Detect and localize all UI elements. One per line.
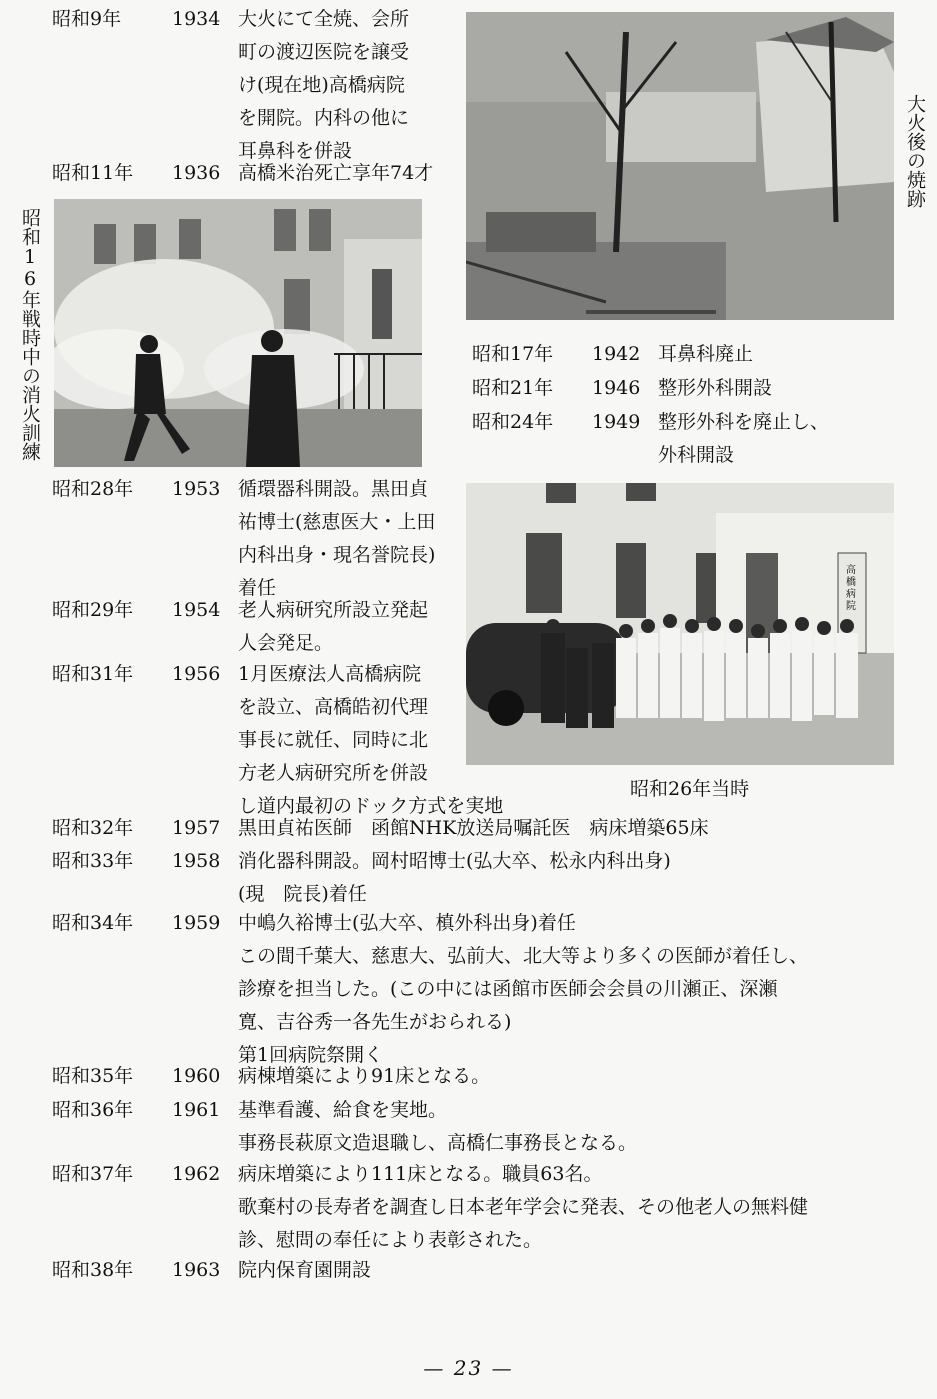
- entry-text: 高橋米治死亡享年74才: [238, 162, 434, 184]
- fire-drill-caption: 昭和16年戦時中の消火訓練: [19, 208, 41, 461]
- fire-ruins-caption: 大火後の焼跡: [904, 94, 926, 208]
- year-label: 1954: [172, 599, 221, 621]
- year-label: 1959: [172, 912, 221, 934]
- era-label: 昭和33年: [52, 850, 134, 872]
- entry-text: 耳鼻科廃止: [658, 343, 754, 365]
- page-number: — 23 —: [423, 1356, 514, 1380]
- entry-text: 循環器科開設。黒田貞 祐博士(慈恵医大・上田 内科出身・現名誉院長) 着任: [238, 478, 436, 599]
- entry-text: 中嶋久裕博士(弘大卒、槙外科出身)着任 この間千葉大、慈恵大、弘前大、北大等より多くの医師が着任し、 診療を担当した。(この中には函館市医師会会員の川瀬正、深瀬 寛、吉谷秀一各先生がおられる) 第1回病院祭開く: [238, 912, 809, 1066]
- year-label: 1960: [172, 1065, 221, 1087]
- entry-text: 病床増築により111床となる。職員63名。 歌棄村の長寿者を調査し日本老年学会に発表、その他老人の無料健 診、慰問の奉任により表彰された。: [238, 1163, 809, 1251]
- era-label: 昭和37年: [52, 1163, 134, 1185]
- era-label: 昭和36年: [52, 1099, 134, 1121]
- entry-text: 院内保育園開設: [238, 1259, 372, 1281]
- era-label: 昭和34年: [52, 912, 134, 934]
- entry-text: 整形外科を廃止し、 外科開設: [658, 411, 830, 466]
- fire-ruins-photo: [466, 12, 894, 320]
- year-label: 1957: [172, 817, 221, 839]
- year-label: 1936: [172, 162, 221, 184]
- year-label: 1962: [172, 1163, 221, 1185]
- entry-text: 整形外科開設: [658, 377, 773, 399]
- year-label: 1961: [172, 1099, 221, 1121]
- year-label: 1956: [172, 663, 221, 685]
- entry-text: 基準看護、給食を実地。 事務長萩原文造退職し、高橋仁事務長となる。: [238, 1099, 638, 1154]
- era-label: 昭和35年: [52, 1065, 134, 1087]
- hospital-staff-image: [466, 483, 894, 765]
- hospital-sign-text: 高橋病院: [846, 565, 856, 612]
- era-label: 昭和32年: [52, 817, 134, 839]
- year-label: 1934: [172, 8, 221, 30]
- year-label: 1958: [172, 850, 221, 872]
- hospital-staff-photo: [466, 483, 894, 765]
- year-label: 1942: [592, 343, 641, 365]
- entry-text: 病棟増築により91床となる。: [238, 1065, 491, 1087]
- entry-text: 消化器科開設。岡村昭博士(弘大卒、松永内科出身) (現 院長)着任: [238, 850, 671, 905]
- era-label: 昭和31年: [52, 663, 134, 685]
- era-label: 昭和28年: [52, 478, 134, 500]
- entry-text: 黒田貞祐医師 函館NHK放送局嘱託医 病床増築65床: [238, 817, 709, 839]
- year-label: 1953: [172, 478, 221, 500]
- year-label: 1946: [592, 377, 641, 399]
- era-label: 昭和21年: [472, 377, 554, 399]
- year-label: 1949: [592, 411, 641, 433]
- fire-drill-photo: [54, 199, 422, 467]
- entry-text: 老人病研究所設立発起 人会発足。: [238, 599, 429, 654]
- entry-text: 1月医療法人高橋病院 を設立、高橋皓初代理 事長に就任、同時に北 方老人病研究所を併設 し道内最初のドック方式を実地: [238, 663, 504, 817]
- fire-drill-image: [54, 199, 422, 467]
- fire-ruins-image: [466, 12, 894, 320]
- staff-photo-caption: 昭和26年当時: [630, 778, 750, 800]
- era-label: 昭和24年: [472, 411, 554, 433]
- year-label: 1963: [172, 1259, 221, 1281]
- era-label: 昭和9年: [52, 8, 122, 30]
- era-label: 昭和38年: [52, 1259, 134, 1281]
- era-label: 昭和29年: [52, 599, 134, 621]
- entry-text: 大火にて全焼、会所 町の渡辺医院を譲受 け(現在地)高橋病院 を開院。内科の他に 耳鼻科を併設: [238, 8, 410, 162]
- era-label: 昭和11年: [52, 162, 134, 184]
- era-label: 昭和17年: [472, 343, 554, 365]
